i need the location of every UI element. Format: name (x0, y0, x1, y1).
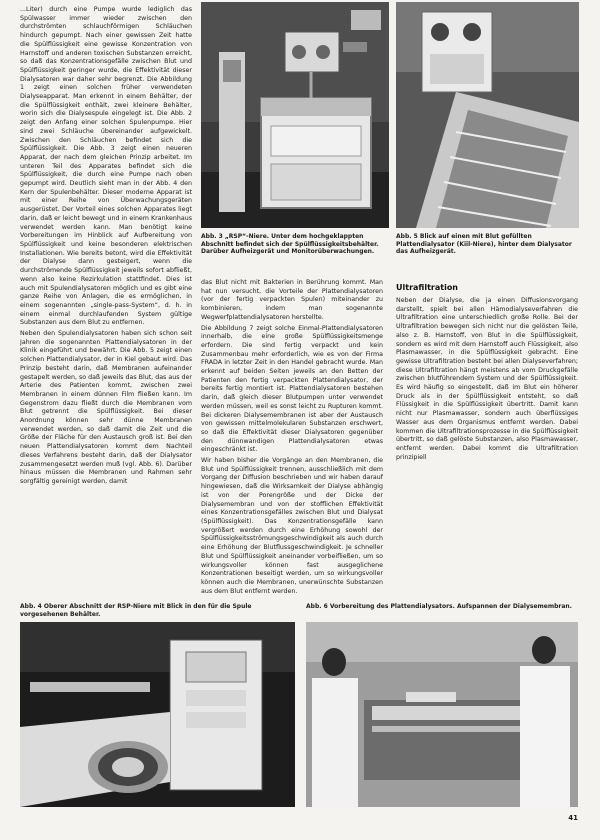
section-heading: Ultrafiltration (396, 283, 459, 292)
paragraph: Neben der Dialyse, die ja einen Diffusionsvorgang darstellt, spielt bei allen Hämodialyseverfahren die Ultrafiltration eine unterschiedlich große Rolle. Bei der Ultrafiltration bewegen sich nicht nur die gelösten Teile, also z. B. Harnstoff, von Blut in die Spülflüssigkeit, sondern es wird mit dem Harnstoff auch Flüssigkeit, also Plasmawasser, in die Spülflüssigkeit gebracht. Eine gewisse Ultrafiltration besteht bei allen Dialyseverfahren; diese Ultrafiltration hängt meistens ab vom Druckgefälle zwischen blutführendem System und der Spülflüssigkeit. Es wird häufig so eingestellt, daß im Blut ein höherer Druck als in der Spülflüssigkeit entsteht, so daß Flüssigkeit in die Spülflüssigkeit übertritt. Damit kann nicht nur Plasmawasser, sondern auch überflüssiges Wasser aus dem Organismus entfernt werden. Dabei kommen die Ultrafiltrationsprozesse in die Spülflüssigkeit übertritt, so daß gelöste Substanzen, also Plasmawasser, entfernt werden. Dabei kommt die Ultrafiltration prinzipiell (396, 297, 578, 461)
figure-5-caption: Abb. 5 Blick auf einen mit Blut gefüllten Plattendialysator (Kiil-Niere), hinter dem Dialysator das Aufheizgerät. (396, 233, 572, 256)
figure-4-caption: Abb. 4 Oberer Abschnitt der RSP-Niere mit Blick in den für die Spule vorgesehenen Behälter. (20, 603, 252, 618)
figure-3-caption: Abb. 3 „RSP“-Niere. Unter dem hochgeklappten Abschnitt befindet sich der Spülflüssigkeitsbehälter. Darüber Aufheizgerät und Monitorüberwachungen. (201, 233, 379, 256)
paragraph: Die Abbildung 7 zeigt solche Einmal-Plattendialysatoren innerhalb, die eine große Spülflüssigkeitsmenge erfordern. Die sind fertig verpackt und kein Zusammenbau mehr erforderlich, wie es von der Firma FRADA in letzter Zeit in den Handel gebracht wurde. Man erkennt auf beiden Seiten jeweils an den Betten der Patienten den fertig verpackten Plattendialysator, der bereits fertig montiert ist. Plattendialysatoren bestehen darin, daß gleich dieser Blutpumpen unter verwendet werden müssen, weil es sonst leicht zu Rupturen kommt. Bei dickeren Dialysemembranen ist aber der Austausch von gewissen mittelmolekularen Substanzen erschwert, so daß die Effektivität dieser Dialysatoren gegenüber den dünnwandigen Plattendialysatoren etwas eingeschränkt ist. (201, 324, 383, 454)
paragraph: Wir haben bisher die Vorgänge an den Membranen, die Blut und Spülflüssigkeit trennen, ausschließlich mit dem Vorgang der Diffusion beschrieben und wir haben darauf hingewiesen, daß die Wirksamkeit der Dialyse abhängig ist von der Porengröße und der Dicke der Dialysemembran und von der stofflichen Effektivität eines Konzentrationsgefälles zwischen Blut und Dialysat (Spülflüssigkeit). Das Konzentrationsgefälle kann vergrößert werden durch eine Erhöhung sowohl der Spülflüssigkeitsströmungsgeschwindigkeit als auch durch eine Erhöhung der Blutflussgeschwindigkeit. Je schneller Blut und Spülflüssigkeit aneinander vorbeifließen, um so wirkungsvoller können fast ausgeglichene Konzentrationen beseitigt werden, um so wirkungsvoller können auch die Membranen, unerwünschte Substanzen aus dem Blut entfernt werden. (201, 457, 383, 595)
figure-6-photo (306, 622, 578, 807)
dialysis-machine-photo (201, 2, 389, 228)
paragraph: das Blut nicht mit Bakterien in Berührung kommt. Man hat nun versucht, die Vorteile der Plattendialysatoren (vor der fertig verpackten Spulen) miteinander zu kombinieren, indem man sogenannte Wegwerfplattendialysatoren herstellte. (201, 279, 383, 321)
paragraph: ...Liter) durch eine Pumpe wurde lediglich das Spülwasser immer wieder zwischen den durchströmten schlauchförmigen Schläuchen hindurch gepumpt. Nach einer gewissen Zeit hatte die Spülflüssigkeit eine gewisse Konzentration von Harnstoff und anderen toxischen Substanzen erreicht, so daß das Konzentrationsgefälle zwischen Blut und Spülflüssigkeit geringer wurde, die Effektivität dieser Dialysatoren war daher sehr begrenzt. Die Abbildung 1 zeigt einen solchen früher verwendeten Dialyseapparat. Man erkennt in einem Behälter, der die Spülflüssigkeit enthält, zwei kleinere Behälter, worin sich die Dialysespule eingelegt ist. Die Abb. 2 zeigt den Anfang einer solchen Spulenpumpe. Hier sind zwei Schläuche übereinander aufgewickelt. Zwischen den Schläuchen befindet sich die Spülflüssigkeit. Die Abb. 3 zeigt einen neueren Apparat, der nach dem gleichen Prinzip arbeitet. Im unteren Teil des Apparates befindet sich die Spülflüssigkeit, die durch eine Pumpe nach oben gepumpt wird. Deutlich sieht man in der Abb. 4 den Kern der Spulenbehälter. Dieser moderne Apparat ist mit einer Reihe von Überwachungsgeräten ausgerüstet. Der Vorteil eines solchen Apparates liegt darin, daß er leicht bewegt und in einem Krankenhaus verwendet werden kann. Man benötigt keine Vorbereitungen im Hinblick auf Aufbereitung von Spülflüssigkeit und keine besonderen elektrischen Installationen. Wie bereits betont, wird die Effektivität der Dialyse dann gesteigert, wenn die durchströmende Spülflüssigkeit jeweils sofort abfließt, wenn also keine Rezirkulation stattfindet. Dies ist auch mit Spulendialysatoren möglich und es gibt eine ganze Reihe von Anlagen, die es ermöglichen, in einem sogenannten „single-pass-System“, d. h. in einem einmal durchlaufenden System gültige Substanzen aus dem Blut zu entfernen. (20, 6, 192, 327)
figure-3-photo (201, 2, 389, 228)
body-column-3 (396, 279, 578, 595)
body-column-2 (201, 279, 383, 595)
figure-4-photo (20, 622, 295, 807)
page-number: 41 (568, 814, 578, 822)
figure-6-caption: Abb. 6 Vorbereitung des Plattendialysators. Aufspannen der Dialysemembran. (306, 603, 572, 610)
body-column-1 (20, 6, 192, 594)
figure-5-photo (396, 2, 579, 228)
membrane-preparation-photo (306, 622, 578, 807)
paragraph: Neben den Spulendialysatoren haben sich schon seit Jahren die sogenannten Plattendialysatoren in der Klinik eingeführt und bewährt. Die Abb. 5 zeigt einen solchen Plattendialysator, der in Kiel gebaut wird. Das Prinzip besteht darin, daß Membranen aufeinander gestapelt werden, so daß jeweils das Blut, das aus der Arterie des Patienten kommt, zwischen zwei Membranen in einem dünnen Film fließen kann. Im Gegenstrom dazu fließt durch die Membranen vom Blut getrennt die Spülflüssigkeit. Bei dieser Anordnung können sehr dünne Membranen verwendet werden, so daß damit die Zeit und die Größe der Fläche für den Austausch groß ist. Bei den neuen Plattendialysatoren kommt dem Nachteil dieses Verfahrens besteht darin, daß der Dialysator zusammengesetzt werden muß (vgl. Abb. 6). Darüber hinaus müssen die Membranen und Rahmen sehr sorgfältig gereinigt werden, damit (20, 330, 192, 485)
machine-closeup-photo (20, 622, 295, 807)
plate-dialyzer-photo (396, 2, 579, 228)
